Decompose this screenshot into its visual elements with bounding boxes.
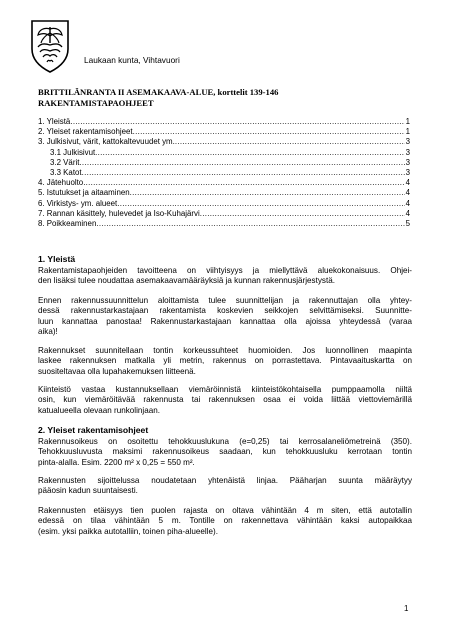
- toc-item[interactable]: [38, 127, 410, 137]
- paragraph-line: aika)!: [38, 326, 58, 336]
- toc-item-label: 1. Yleistä: [38, 117, 71, 126]
- page-number: 1: [404, 604, 409, 613]
- paragraph-line: Rakennusten sijoittelussa noudatetaan yhtenäistä linjaa. Pääharjan suunta määräytyy: [38, 476, 412, 485]
- toc-item-label: 3.1 Julkisivut: [50, 147, 96, 157]
- toc-item[interactable]: [38, 117, 410, 127]
- toc-item[interactable]: [38, 178, 410, 188]
- paragraph: [38, 385, 412, 416]
- toc-leader-dots: [79, 158, 404, 168]
- paragraph-line: pinta-alalla. Esim. 2200 m² x 0,25 = 550 m².: [38, 457, 195, 467]
- toc-item-page: 5: [405, 218, 410, 228]
- toc-leader-dots: [133, 127, 405, 137]
- toc-item-page: 4: [405, 178, 410, 188]
- paragraph-line: Kiinteistö vastaa kustannuksellaan viemäröinnistä kiinteistökohtaisella pumppaamolla niiltä: [38, 385, 412, 394]
- toc-item-label: 6. Virkistys- ym. alueet: [38, 198, 118, 208]
- toc-item-label: 3.3 Katot: [50, 167, 82, 177]
- paragraph-line: edessä on tilaa vähintään 5 m. Tontille on rakennettava vähintään kaksi autopaikkaa: [38, 516, 412, 526]
- toc-leader-dots: [130, 188, 405, 198]
- paragraph: [38, 506, 412, 537]
- paragraph: [38, 266, 412, 287]
- toc-item-page: 3: [405, 137, 410, 147]
- toc-item[interactable]: [38, 137, 410, 147]
- municipality-crest-logo: [30, 19, 70, 73]
- toc-item-page: 4: [405, 188, 410, 198]
- toc-item[interactable]: [38, 209, 410, 219]
- toc-item-page: 3: [405, 167, 410, 177]
- toc-item-label: 4. Jätehuolto: [38, 178, 84, 188]
- table-of-contents: [38, 117, 410, 229]
- paragraph: [38, 437, 412, 468]
- toc-item-label: 3. Julkisivut, värit, kattokaltevuudet ym.: [38, 137, 175, 147]
- toc-leader-dots: [96, 219, 404, 229]
- section-heading-building-instructions: 2. Yleiset rakentamisohjeet: [38, 425, 149, 435]
- toc-item-label: 8. Poikkeaminen: [38, 218, 97, 228]
- paragraph-line: Rakennukset suunnitellaan tontin korkeussuhteet huomioiden. Jos luonnollinen maapinta: [38, 346, 412, 355]
- toc-leader-dots: [95, 148, 404, 158]
- document-title: [38, 87, 418, 110]
- paragraph-line: Rakennusten etäisyys tien puolen rajasta on oltava vähintään 4 m siten, että autotallin: [38, 506, 412, 515]
- toc-item-label: 2. Yleiset rakentamisohjeet: [38, 127, 133, 137]
- toc-leader-dots: [82, 168, 405, 178]
- paragraph-line: den lisäksi tulee noudattaa asemakaavamääräyksiä ja kunnan rakennusjärjestystä.: [38, 276, 335, 286]
- toc-leader-dots: [83, 178, 404, 188]
- toc-subitem[interactable]: [38, 158, 410, 168]
- toc-item-page: 4: [405, 198, 410, 208]
- header-organization: Laukaan kunta, Vihtavuori: [84, 55, 180, 65]
- paragraph-line: Tehokkuusluvusta maksimi rakennusoikeus saadaan, kun tehokkuusluku kerrotaan tontin: [38, 447, 412, 457]
- toc-item[interactable]: [38, 188, 410, 198]
- toc-subitem[interactable]: [38, 168, 410, 178]
- toc-leader-dots: [70, 117, 404, 127]
- toc-item-page: 1: [405, 127, 410, 137]
- section-heading-general: 1. Yleistä: [38, 254, 76, 264]
- title-line-1: BRITTILÄNRANTA II ASEMAKAAVA-ALUE, korttelit 139-146: [38, 87, 279, 97]
- toc-leader-dots: [175, 137, 405, 147]
- toc-item-page: 3: [405, 157, 410, 167]
- toc-item[interactable]: [38, 199, 410, 209]
- paragraph-line: katualueella olevaan runkolinjaan.: [38, 405, 160, 415]
- toc-leader-dots: [200, 209, 405, 219]
- paragraph: [38, 476, 412, 497]
- toc-item-page: 3: [405, 147, 410, 157]
- paragraph-line: Ennen rakennussuunnittelun aloittamista tulee suunnittelijan ja rakennuttajan olla yhtey-: [38, 296, 412, 305]
- paragraph: [38, 346, 412, 377]
- paragraph-line: luun kannattaa panostaa! Rakennustarkastajaan kannattaa olla ajoissa yhteydessä (varaa: [38, 316, 412, 326]
- paragraph-line: laskee rakennuksen matkalla yli metrin, rakennus on porrastettava. Pintavaaituskartta on: [38, 356, 412, 366]
- paragraph-line: dessä rakennustarkastajaan rakentamista koskevien seikkojen selvittämiseksi. Suunnitte-: [38, 306, 412, 316]
- paragraph: [38, 296, 412, 337]
- toc-item-label: 7. Rannan käsittely, hulevedet ja Iso-Kuhajärvi: [38, 208, 200, 218]
- toc-item-page: 1: [405, 117, 410, 126]
- title-line-2: RAKENTAMISTAPAOHJEET: [38, 98, 154, 109]
- toc-item-label: 5. Istutukset ja aitaaminen: [38, 188, 130, 198]
- paragraph-line: suositeltavaa olla lupahakemuksen liitteenä.: [38, 366, 196, 376]
- paragraph-line: pääosin kadun suuntaisesti.: [38, 486, 138, 496]
- toc-item[interactable]: [38, 219, 410, 229]
- toc-subitem[interactable]: [38, 148, 410, 158]
- paragraph-line: (esim. yksi paikka autotalliin, toinen piha-alueelle).: [38, 526, 218, 536]
- toc-item-page: 4: [405, 208, 410, 218]
- toc-leader-dots: [117, 199, 404, 209]
- paragraph-line: osin, kun viemäröitävää rakennusta tai rakennuksen osaa ei voida liittää viettoviemärillä: [38, 395, 412, 405]
- toc-item-label: 3.2 Värit: [50, 157, 80, 167]
- paragraph-line: Rakennusoikeus on osoitettu tehokkuuslukuna (e=0,25) tai kerrosalaneliömetreinä (350).: [38, 437, 412, 446]
- paragraph-line: Rakentamistapaohjeiden tavoitteena on viihtyisyys ja miellyttävä aluekokonaisuus. Ohjei-: [38, 266, 412, 275]
